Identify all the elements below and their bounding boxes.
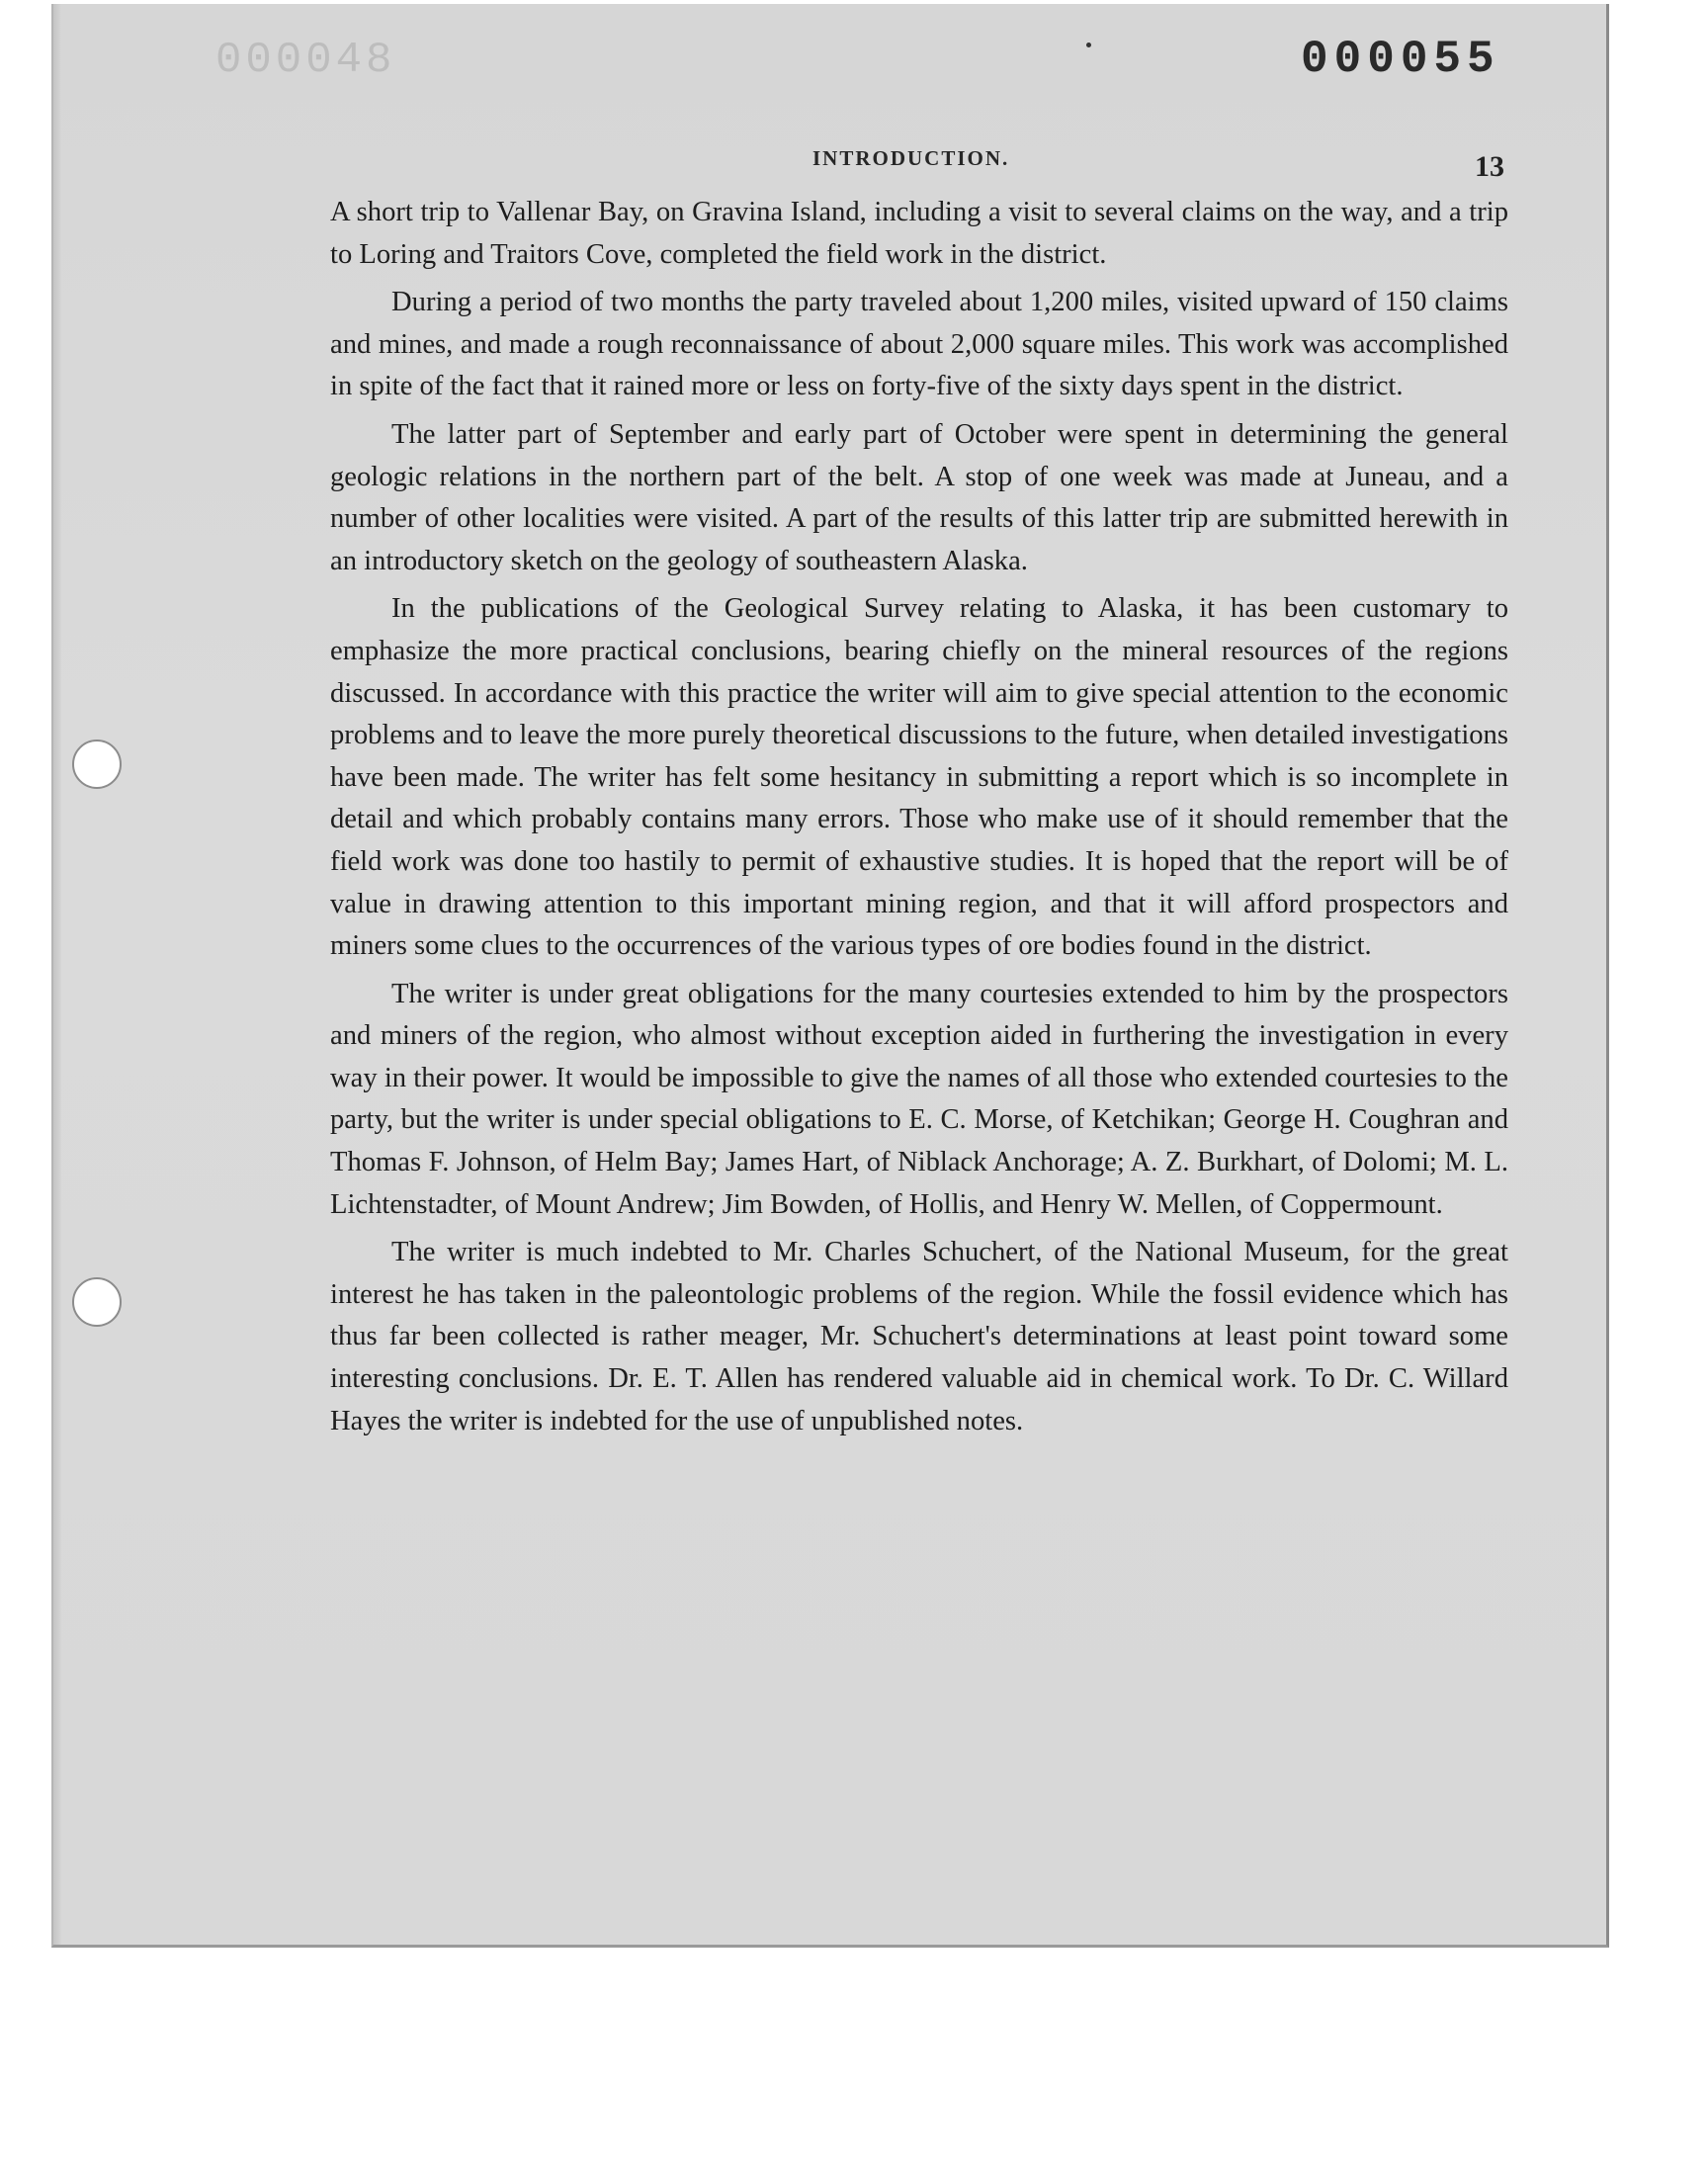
paragraph: In the publications of the Geological Survey relating to Alaska, it has been customary to emphasize the more practical conclusions, bearing chiefly on the mineral resources of the regions discussed. In accordance with this practice the writer will aim to give special attention to the economic problems and to leave the more purely theoretical discussions to the future, when detailed investigations have been made. The writer has felt some hesitancy in submitting a report which is so incomplete in detail and which probably contains many errors. Those who make use of it should remember that the field work was done too hastily to permit of exhaustive studies. It is hoped that the report will be of value in drawing attention to this important mining region, and that it will afford prospectors and miners some clues to the occurrences of the various types of ore bodies found in the district. xyxy=(330,593,1508,962)
paragraph: During a period of two months the party traveled about 1,200 miles, visited upward of 150 claims and mines, and made a rough reconnaissance of about 2,000 square miles. This work was accomplished in spite of the fact that it rained more or less on forty-five of the sixty days spent in the district. xyxy=(330,287,1508,402)
page-edge-shadow xyxy=(53,4,61,1945)
stamp-number: 000055 xyxy=(1301,34,1500,85)
body-text xyxy=(330,192,1508,1448)
binder-hole-top xyxy=(72,740,122,789)
paragraph: The latter part of September and early part of October were spent in determining the general geologic relations in the northern part of the belt. A stop of one week was made at Juneau, and a number of other localities were visited. A part of the results of this latter trip are submitted herewith in an introductory sketch on the geology of southeastern Alaska. xyxy=(330,418,1508,576)
page-number: 13 xyxy=(1475,150,1504,183)
paragraph: A short trip to Vallenar Bay, on Gravina Island, including a visit to several claims on the way, and a trip to Loring and Traitors Cove, completed the field work in the district. xyxy=(330,197,1508,270)
binder-hole-bottom xyxy=(72,1277,122,1327)
ink-dot xyxy=(1086,43,1091,47)
paragraph: The writer is under great obligations for the many courtesies extended to him by the prospectors and miners of the region, who almost without exception aided in furthering the investigation in every way in their power. It would be impossible to give the names of all those who extended courtesies to the party, but the writer is under special obligations to E. C. Morse, of Ketchikan; George H. Coughran and Thomas F. Johnson, of Helm Bay; James Hart, of Niblack Anchorage; A. Z. Burkhart, of Dolomi; M. L. Lichtenstadter, of Mount Andrew; Jim Bowden, of Hollis, and Henry W. Mellen, of Coppermount. xyxy=(330,978,1508,1220)
paragraph: The writer is much indebted to Mr. Charles Schuchert, of the National Museum, for the great interest he has taken in the paleontologic problems of the region. While the fossil evidence which has thus far been collected is rather meager, Mr. Schuchert's determinations at least point toward some interesting conclusions. Dr. E. T. Allen has rendered valuable aid in chemical work. To Dr. C. Willard Hayes the writer is indebted for the use of unpublished notes. xyxy=(330,1237,1508,1436)
faded-stamp-number: 000048 xyxy=(215,36,396,85)
running-head: INTRODUCTION. xyxy=(812,146,1010,170)
